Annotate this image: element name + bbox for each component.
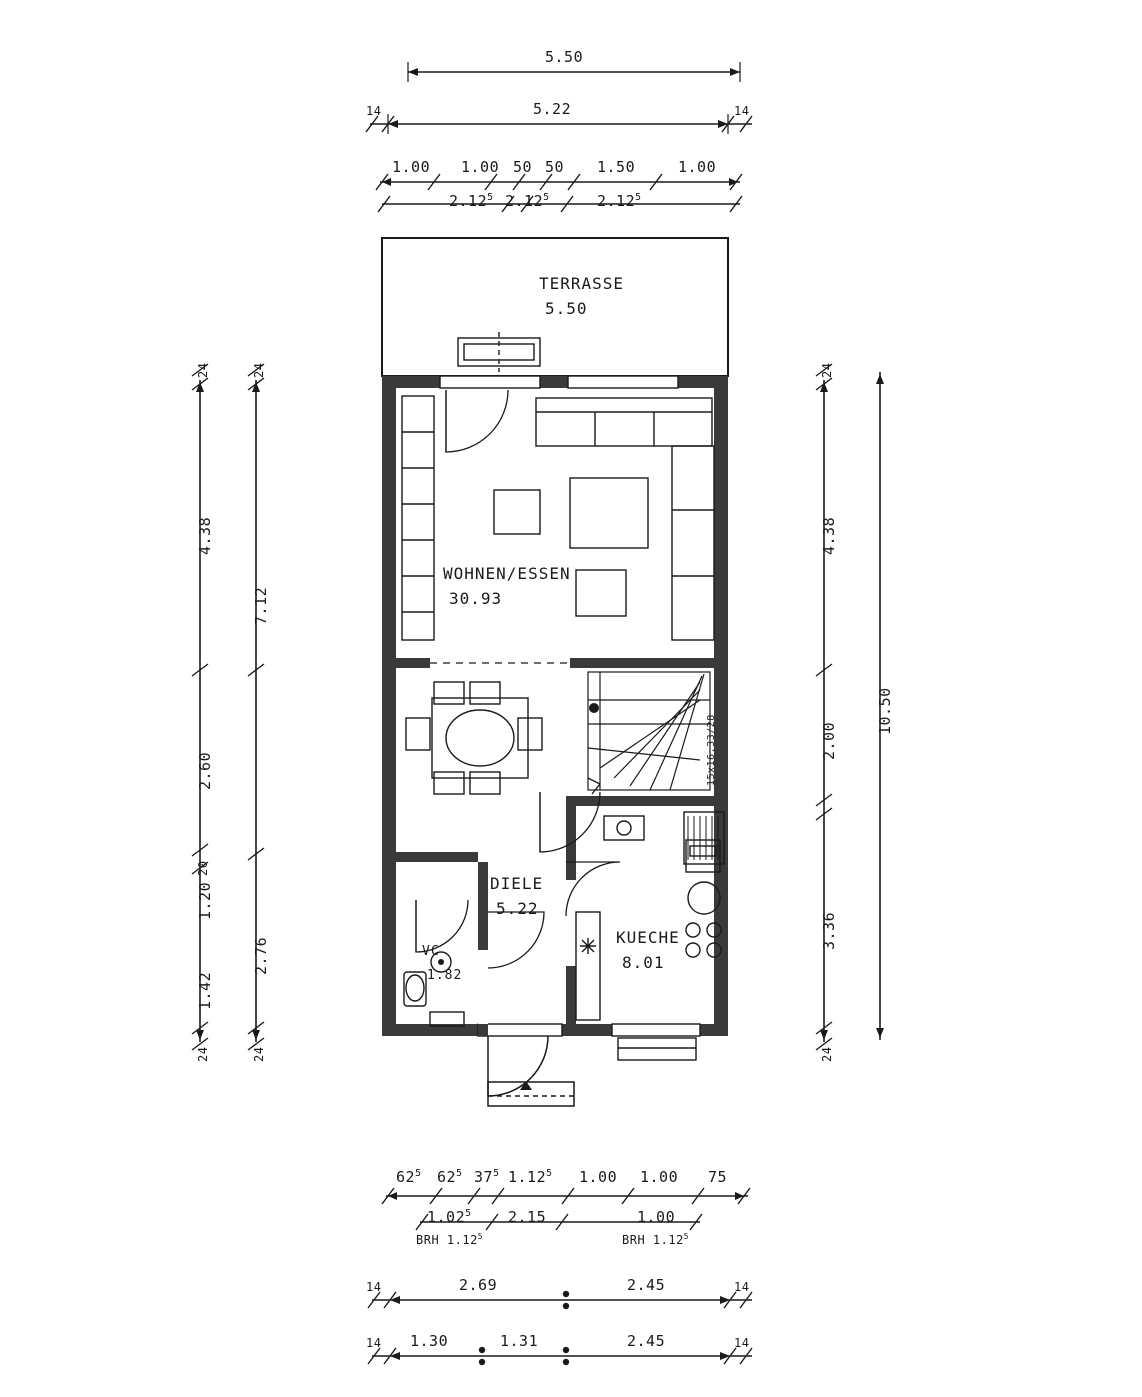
dim-left-142: 1.42 [196,971,214,1010]
dim-bottom-seg-6: 1.00 [640,1168,679,1186]
dim-top-seg-6: 1.00 [678,158,717,176]
dim-bottom-seg-4: 1.12$^5$ [508,1168,553,1186]
dim-right-wall-bottom: 24 [820,1046,834,1062]
dim-top-wall-right: 14 [734,104,750,118]
dim-right-overall: 10.50 [876,687,894,735]
dim-top-sub-1: 2.12$^5$ [449,192,494,210]
dim-bottom4-wall-left: 14 [366,1280,382,1294]
dim-left-260: 2.60 [196,751,214,790]
dim-bottom-sub-2: 2.15 [508,1208,547,1226]
dim-bottom-seg-5: 1.00 [579,1168,618,1186]
dim-left-wall-bottom: 24 [196,1046,210,1062]
dim-bottom4-269: 2.69 [459,1276,498,1294]
room-label-wohnen-essen: WOHNEN/ESSEN [443,564,571,583]
room-label-diele: DIELE [490,874,544,893]
room-area-terrasse: 5.50 [545,299,588,318]
dim-bottom5-131: 1.31 [500,1332,539,1350]
dim-bottom5-245: 2.45 [627,1332,666,1350]
dim-top-seg-3: 50 [513,158,533,176]
dim-right-200: 2.00 [820,721,838,760]
dim-top-seg-1: 1.00 [392,158,431,176]
brh-note-left: BRH 1.12$^5$ [416,1232,483,1247]
dim-bottom5-wall-left: 14 [366,1336,382,1350]
dim-bottom4-245: 2.45 [627,1276,666,1294]
dim-right-336: 3.36 [820,911,838,950]
dim-left2-712: 7.12 [252,586,270,625]
room-area-diele: 5.22 [496,899,539,918]
dim-left-wall-top: 24 [196,362,210,378]
dim-bottom-sub-3: 1.00 [637,1208,676,1226]
stair-note: 15x16.33/28 [706,714,717,786]
dim-top-wall-left: 14 [366,104,382,118]
dim-top-seg-4: 50 [545,158,565,176]
dim-left2-wall-bottom: 24 [252,1046,266,1062]
dim-left2-wall-top: 24 [252,362,266,378]
dim-bottom5-130: 1.30 [410,1332,449,1350]
brh-note-right: BRH 1.12$^5$ [622,1232,689,1247]
dim-right-wall-top: 24 [820,362,834,378]
dim-top-sub-2: 2.12$^5$ [505,192,550,210]
dim-top-seg-5: 1.50 [597,158,636,176]
dim-bottom4-wall-right: 14 [734,1280,750,1294]
dim-top-inner: 5.22 [533,100,572,118]
room-area-vc: 1.82 [427,968,463,983]
dim-bottom-seg-2: $62^5$ [437,1168,463,1186]
dim-bottom5-wall-right: 14 [734,1336,750,1350]
dim-top-overall: 5.50 [545,48,584,66]
dim-left-438: 4.38 [196,516,214,555]
dim-bottom-seg-1: $62^5$ [396,1168,422,1186]
room-label-terrasse: TERRASSE [539,274,625,293]
dim-left2-276: 2.76 [252,936,270,975]
room-label-vc: VC [422,944,440,959]
dim-bottom-seg-3: $37^5$ [474,1168,500,1186]
dim-top-seg-2: 1.00 [461,158,500,176]
room-area-kueche: 8.01 [622,953,665,972]
dim-right-438: 4.38 [820,516,838,555]
dim-bottom-sub-1: 1.02$^5$ [427,1208,472,1226]
dim-bottom-seg-7: 75 [708,1168,728,1186]
room-label-kueche: KUECHE [616,928,680,947]
dim-left-120: 1.20 [196,881,214,920]
room-area-wohnen-essen: 30.93 [449,589,503,608]
dim-left-20: 20 [196,860,210,876]
dim-top-sub-3: 2.12$^5$ [597,192,642,210]
